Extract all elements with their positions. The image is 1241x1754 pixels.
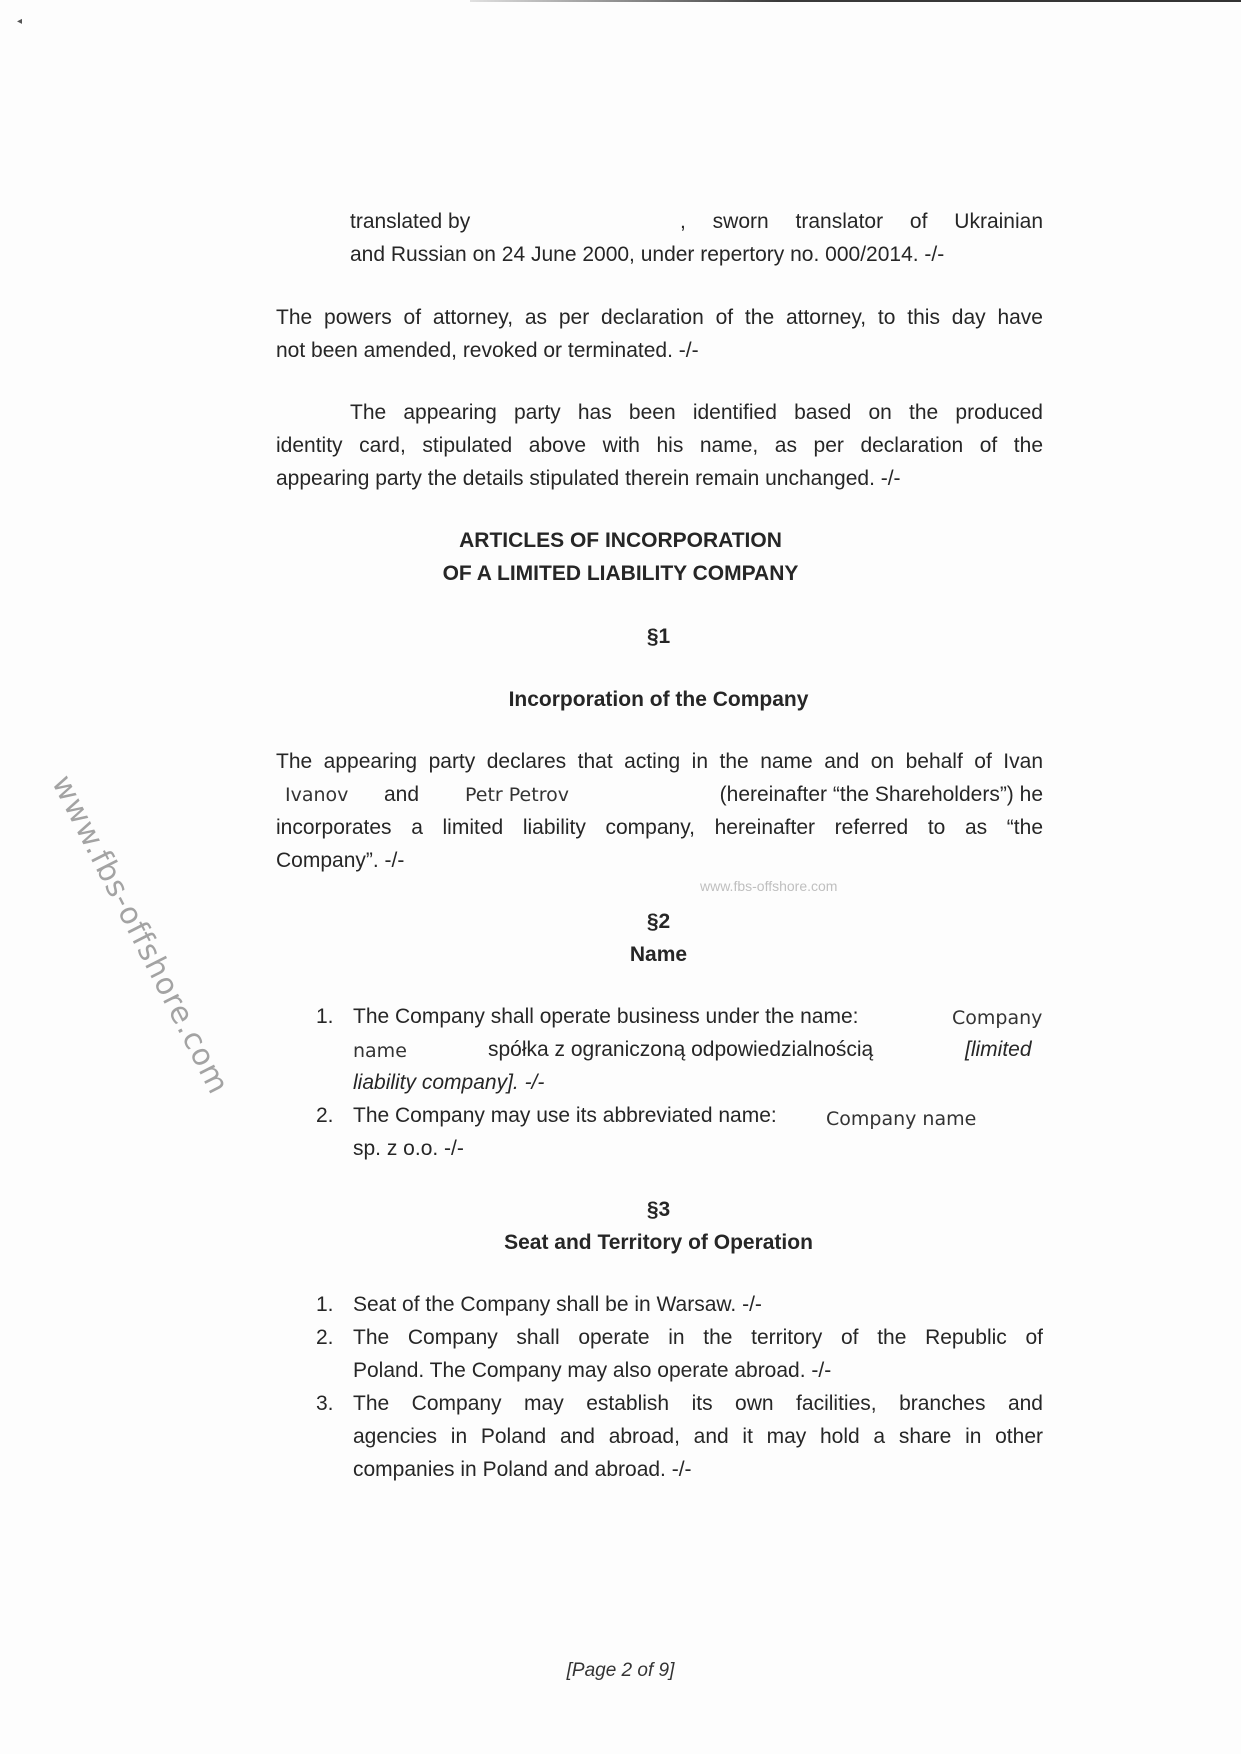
- watermark-small: www.fbs-offshore.com: [700, 878, 838, 894]
- section-2-item-1-company: Company: [952, 1007, 1043, 1029]
- translated-line1-start: translated by: [350, 210, 471, 233]
- powers-line1: The powers of attorney, as per declaration of the attorney, to this day have: [276, 306, 1043, 329]
- section-2-heading: Name: [629, 943, 688, 966]
- powers-line2: not been amended, revoked or terminated. -/-: [276, 339, 699, 362]
- watermark-diagonal: www.fbs-offshore.com: [44, 769, 236, 1101]
- section-1-and: and: [384, 783, 420, 806]
- section-2-item-2-line1: The Company may use its abbreviated name:: [353, 1104, 777, 1127]
- shareholder-1-name: Ivanov: [285, 784, 349, 806]
- identified-line2: identity card, stipulated above with his name, as per declaration of the: [276, 434, 1043, 457]
- document-title-line1: ARTICLES OF INCORPORATION: [459, 529, 782, 552]
- section-2-item-1-polish-name: spółka z ograniczoną odpowiedzialnością: [488, 1038, 874, 1061]
- section-2-item-1-line1: The Company shall operate business under the name:: [353, 1005, 859, 1028]
- section-1-heading: Incorporation of the Company: [508, 688, 809, 711]
- section-1-para-line4: Company”. -/-: [276, 849, 405, 872]
- identified-line1: The appearing party has been identified based on the produced: [350, 401, 1043, 424]
- page-number-footer: [Page 2 of 9]: [566, 1660, 675, 1681]
- section-2-item-1-line3: liability company]. -/-: [353, 1071, 545, 1094]
- section-2-item-1-name: name: [353, 1040, 407, 1062]
- section-1-para-line2-end: (hereinafter “the Shareholders”) he: [719, 783, 1043, 806]
- section-3-item-1-number: 1.: [316, 1293, 334, 1316]
- section-3-item-3-number: 3.: [316, 1392, 334, 1415]
- identified-line3: appearing party the details stipulated therein remain unchanged. -/-: [276, 467, 901, 490]
- translated-line2: and Russian on 24 June 2000, under repertory no. 000/2014. -/-: [350, 243, 945, 266]
- section-2-item-1-limited: [limited: [965, 1038, 1032, 1061]
- section-3-item-3-line2: agencies in Poland and abroad, and it may hold a share in other: [353, 1425, 1043, 1448]
- scan-mark-icon: ◂: [17, 16, 23, 27]
- section-3-heading: Seat and Territory of Operation: [504, 1231, 813, 1254]
- section-2-number: §2: [646, 910, 671, 933]
- section-2-item-2-number: 2.: [316, 1104, 334, 1127]
- section-3-item-2-line2: Poland. The Company may also operate abroad. -/-: [353, 1359, 832, 1382]
- section-3-item-2-line1: The Company shall operate in the territory of the Republic of: [353, 1326, 1043, 1349]
- translated-line1-end-text: , sworn translator of Ukrainian: [680, 210, 1043, 233]
- scan-edge-line: [470, 0, 1241, 2]
- section-3-item-3-line1: The Company may establish its own facilities, branches and: [353, 1392, 1043, 1415]
- section-1-number: §1: [646, 625, 671, 648]
- section-1-para-line1: The appearing party declares that acting in the name and on behalf of Ivan: [276, 750, 1043, 773]
- document-title-line2: OF A LIMITED LIABILITY COMPANY: [442, 562, 799, 585]
- section-2-item-2-company-name: Company name: [826, 1108, 977, 1130]
- section-1-para-line3: incorporates a limited liability company, hereinafter referred to as “the: [276, 816, 1043, 839]
- section-3-item-3-line3: companies in Poland and abroad. -/-: [353, 1458, 692, 1481]
- section-3-number: §3: [646, 1198, 671, 1221]
- section-2-item-1-number: 1.: [316, 1005, 334, 1028]
- translated-line1-end: [680, 209, 1043, 235]
- section-3-item-2-number: 2.: [316, 1326, 334, 1349]
- section-3-item-1-line1: Seat of the Company shall be in Warsaw. -/-: [353, 1293, 762, 1316]
- shareholder-2-name: Petr Petrov: [465, 784, 569, 806]
- section-2-item-2-line2: sp. z o.o. -/-: [353, 1137, 464, 1160]
